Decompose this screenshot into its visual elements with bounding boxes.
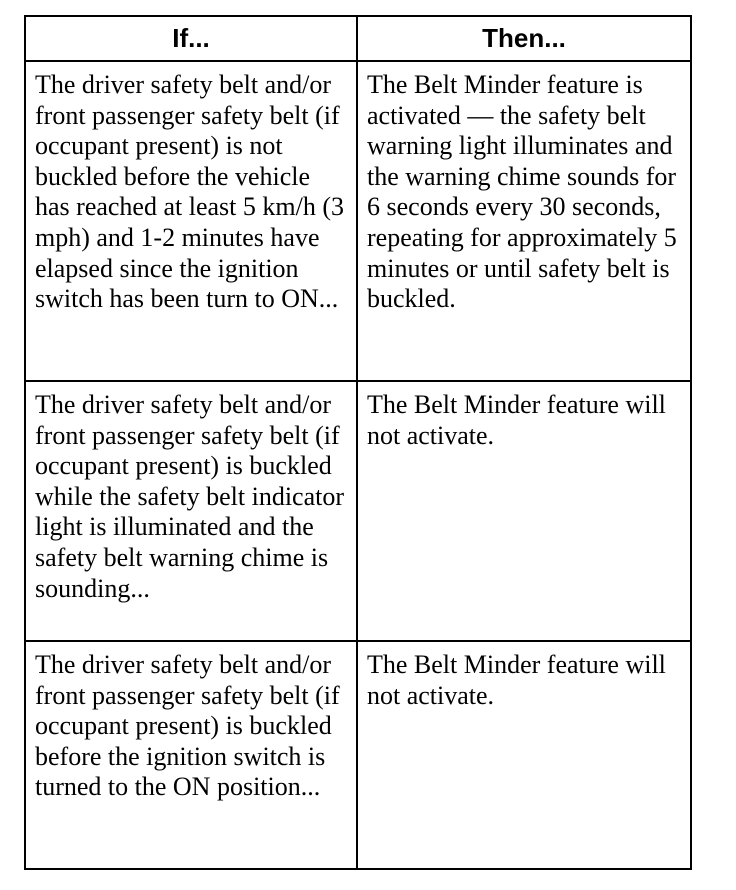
belt-minder-table (24, 15, 692, 870)
table-row (25, 641, 691, 869)
condition-cell: The driver safety belt and/or front passenger safety belt (if occupant present) is buckled before the ignition switch is turned to the ON position... (25, 641, 357, 869)
condition-cell: The driver safety belt and/or front passenger safety belt (if occupant present) is not buckled before the vehicle has reached at least 5 km/h (3 mph) and 1-2 minutes have elapsed since the ignition switch has been turn to ON... (25, 61, 357, 381)
result-cell: The Belt Minder feature is activated — the safety belt warning light illuminates and the warning chime sounds for 6 seconds every 30 seconds, repeating for approximately 5 minutes or until safety belt is buckled. (357, 61, 691, 381)
table-row (25, 381, 691, 641)
condition-cell: The driver safety belt and/or front passenger safety belt (if occupant present) is buckled while the safety belt indicator light is illuminated and the safety belt warning chime is sounding... (25, 381, 357, 641)
result-cell: The Belt Minder feature will not activate. (357, 641, 691, 869)
header-if: If... (25, 16, 357, 61)
header-then: Then... (357, 16, 691, 61)
result-cell: The Belt Minder feature will not activate. (357, 381, 691, 641)
table-row (25, 61, 691, 381)
header-row (25, 16, 691, 61)
